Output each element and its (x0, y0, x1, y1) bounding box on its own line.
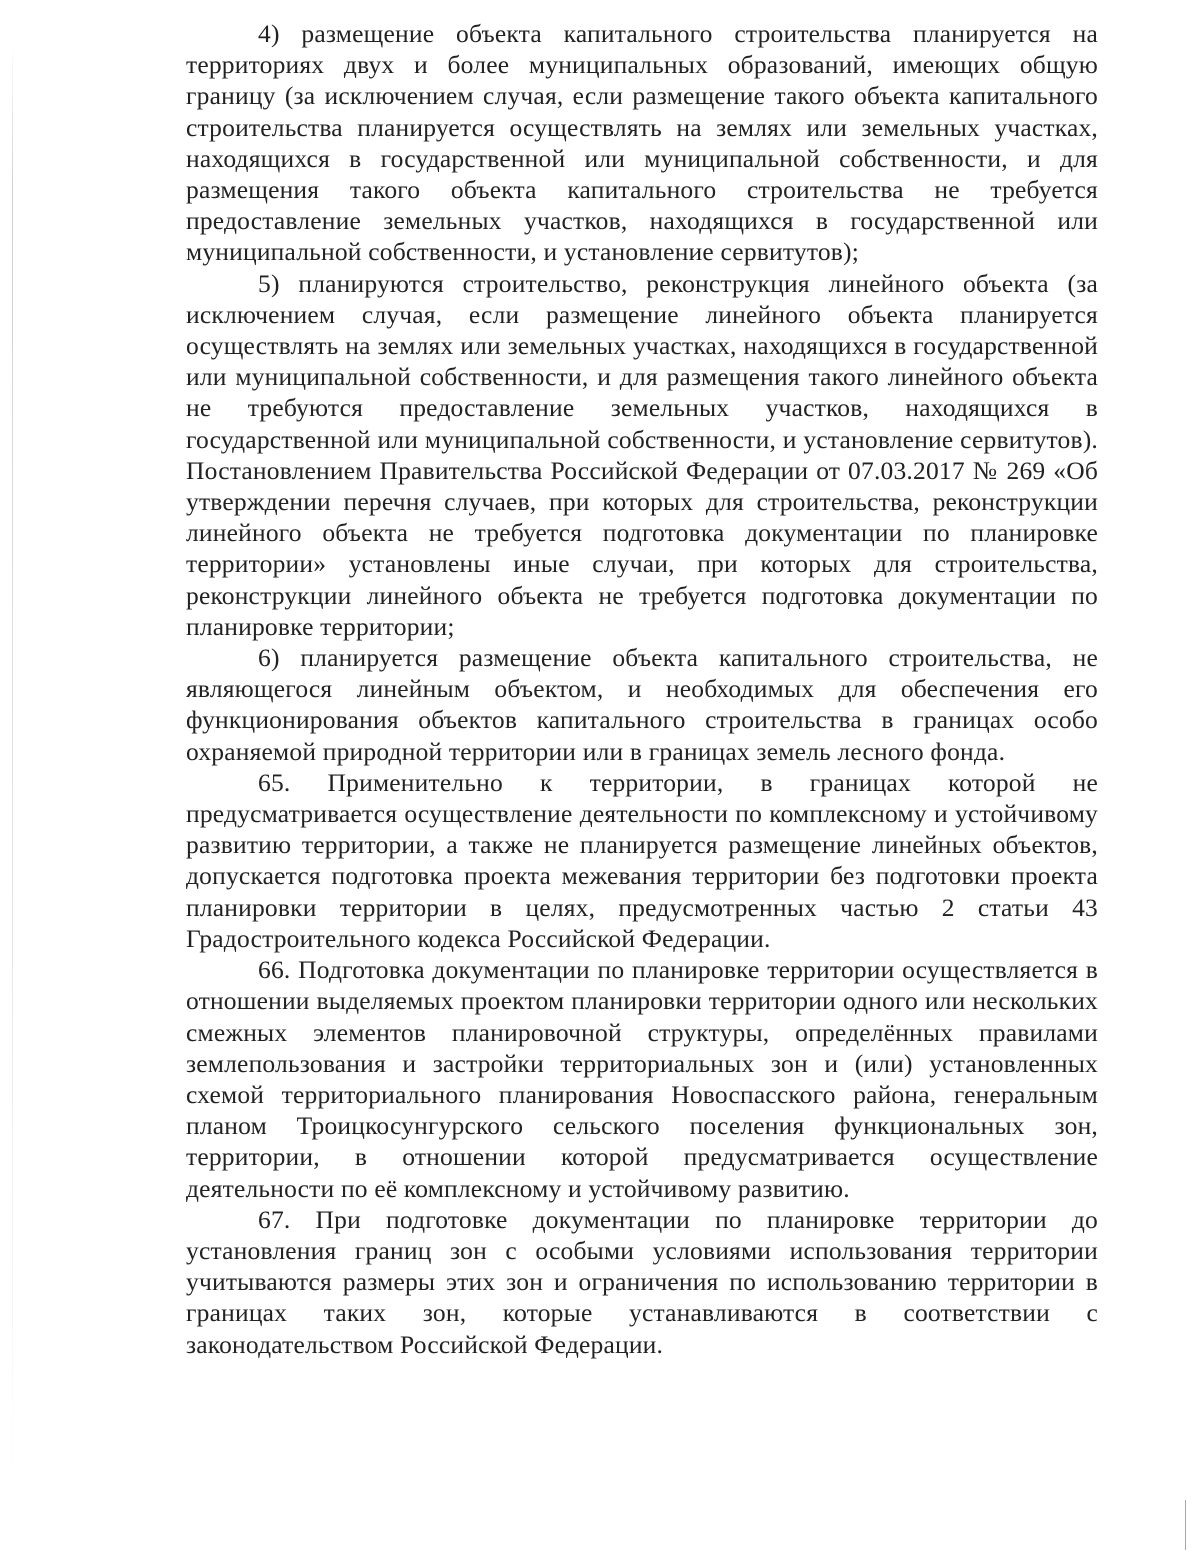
scan-edge-left (12, 40, 13, 1500)
paragraph-item-5: 5) планируются строительство, реконструкция линейного объекта (за исключением случая, если размещение линейного объекта планируется осуществлять на землях или земельных участках, находящихся в государственной или муниципальной собственности, и для размещения такого линейного объекта не требуются предоставление земельных участков, находящихся в государственной или муниципальной собственности, и установление сервитутов). Постановлением Правительства Российской Федерации от 07.03.2017 № 269 «Об утверждении перечня случаев, при которых для строительства, реконструкции линейного объекта не требуется подготовка документации по планировке территории» установлены иные случаи, при которых для строительства, реконструкции линейного объекта не требуется подготовка документации по планировке территории; (186, 268, 1098, 641)
paragraph-clause-65: 65. Применительно к территории, в границах которой не предусматривается осуществление деятельности по комплексному и устойчивому развитию территории, а также не планируется размещение линейных объектов, допускается подготовка проекта межевания территории без подготовки проекта планировки территории в целях, предусмотренных частью 2 статьи 43 Градостроительного кодекса Российской Федерации. (186, 767, 1098, 953)
paragraph-clause-67: 67. При подготовке документации по планировке территории до установления границ зон с особыми условиями использования территории учитываются размеры этих зон и ограничения по использованию территории в границах таких зон, которые устанавливаются в соответствии с законодательством Российской Федерации. (186, 1204, 1098, 1359)
document-body (186, 18, 1098, 1360)
paragraph-clause-66: 66. Подготовка документации по планировке территории осуществляется в отношении выделяемых проектом планировки территории одного или нескольких смежных элементов планировочной структуры, определённых правилами землепользования и застройки территориальных зон и (или) установленных схемой территориального планирования Новоспасского района, генеральным планом Троицкосунгурского сельского поселения функциональных зон, территории, в отношении которой предусматривается осуществление деятельности по её комплексному и устойчивому развитию. (186, 955, 1098, 1203)
scan-edge-right (1185, 1500, 1186, 1550)
paragraph-item-4: 4) размещение объекта капитального строительства планируется на территориях двух и более муниципальных образований, имеющих общую границу (за исключением случая, если размещение такого объекта капитального строительства планируется осуществлять на землях или земельных участках, находящихся в государственной или муниципальной собственности, и для размещения такого объекта капитального строительства не требуется предоставление земельных участков, находящихся в государственной или муниципальной собственности, и установление сервитутов); (186, 19, 1098, 267)
paragraph-item-6: 6) планируется размещение объекта капитального строительства, не являющегося линейным объектом, и необходимых для обеспечения его функционирования объектов капитального строительства в границах особо охраняемой природной территории или в границах земель лесного фонда. (186, 643, 1098, 766)
